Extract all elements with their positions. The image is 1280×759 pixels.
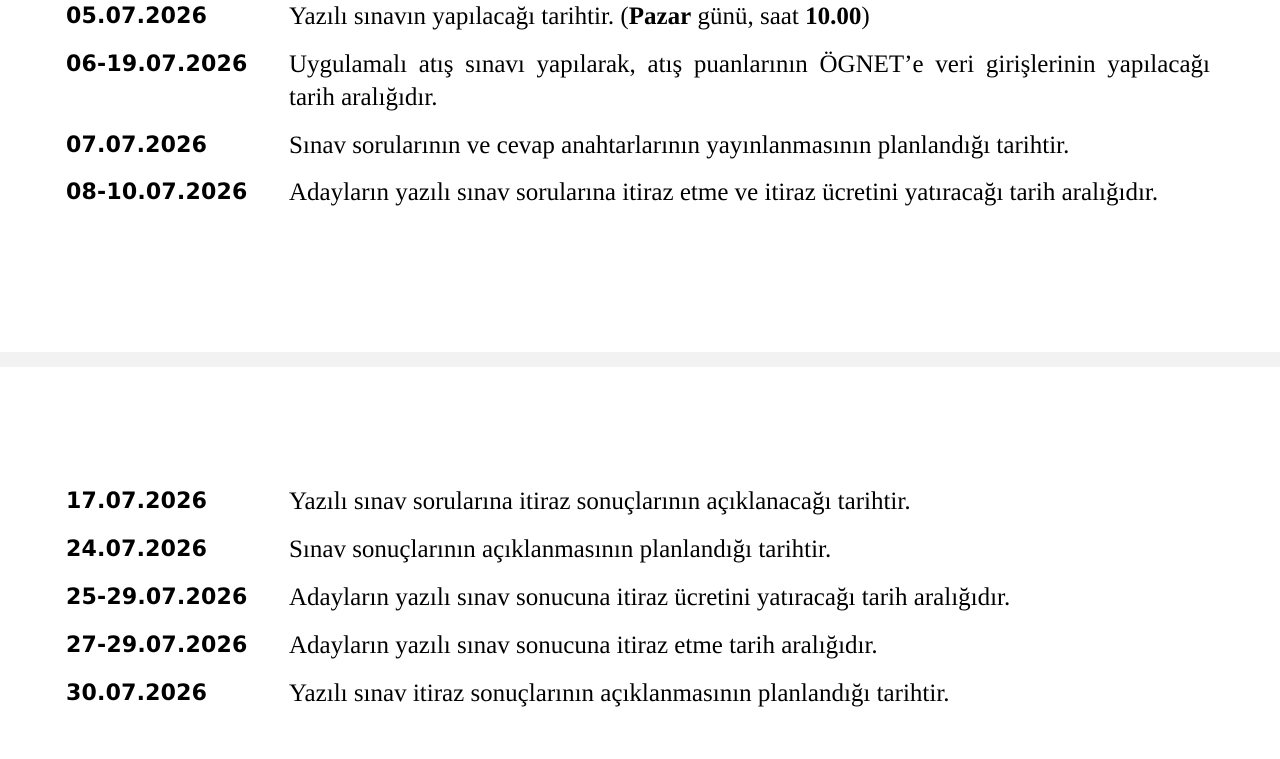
schedule-date: 30.07.2026	[66, 681, 208, 706]
schedule-date: 08-10.07.2026	[66, 180, 248, 205]
description-bold-day: Pazar	[628, 3, 692, 30]
description-bold-time: 10.00	[805, 3, 862, 30]
schedule-description: Sınav sorularının ve cevap anahtarlarının yayınlanmasının planlandığı tarihtir.	[289, 132, 1070, 159]
schedule-date: 05.07.2026	[66, 4, 208, 29]
document-page-upper	[0, 0, 1280, 352]
schedule-description: Uygulamalı atış sınavı yapılarak, atış puanlarının ÖGNET’e veri girişlerinin yapılacağı tarih aralığıdır.	[289, 51, 1210, 111]
description-text: )	[861, 3, 870, 30]
document-page-lower	[0, 367, 1280, 759]
schedule-description: Yazılı sınav itiraz sonuçlarının açıklanmasının planlandığı tarihtir.	[289, 680, 950, 707]
description-text: günü, saat	[691, 3, 806, 30]
description-text: Yazılı sınavın yapılacağı tarihtir. (	[289, 3, 629, 30]
schedule-date: 17.07.2026	[66, 489, 208, 514]
schedule-date: 25-29.07.2026	[66, 585, 248, 610]
schedule-date: 06-19.07.2026	[66, 52, 248, 77]
schedule-date: 07.07.2026	[66, 133, 208, 158]
page-break-separator	[0, 352, 1280, 367]
schedule-description: Adayların yazılı sınav sonucuna itiraz etme tarih aralığıdır.	[289, 632, 878, 659]
schedule-description	[289, 0, 1210, 33]
schedule-description: Sınav sonuçlarının açıklanmasının planlandığı tarihtir.	[289, 536, 832, 563]
schedule-date: 27-29.07.2026	[66, 633, 248, 658]
schedule-description: Yazılı sınav sorularına itiraz sonuçlarının açıklanacağı tarihtir.	[289, 488, 911, 515]
schedule-date: 24.07.2026	[66, 537, 208, 562]
schedule-description: Adayların yazılı sınav sorularına itiraz etme ve itiraz ücretini yatıracağı tarih aralığıdır.	[289, 179, 1159, 206]
schedule-description: Adayların yazılı sınav sonucuna itiraz ücretini yatıracağı tarih aralığıdır.	[289, 584, 1011, 611]
